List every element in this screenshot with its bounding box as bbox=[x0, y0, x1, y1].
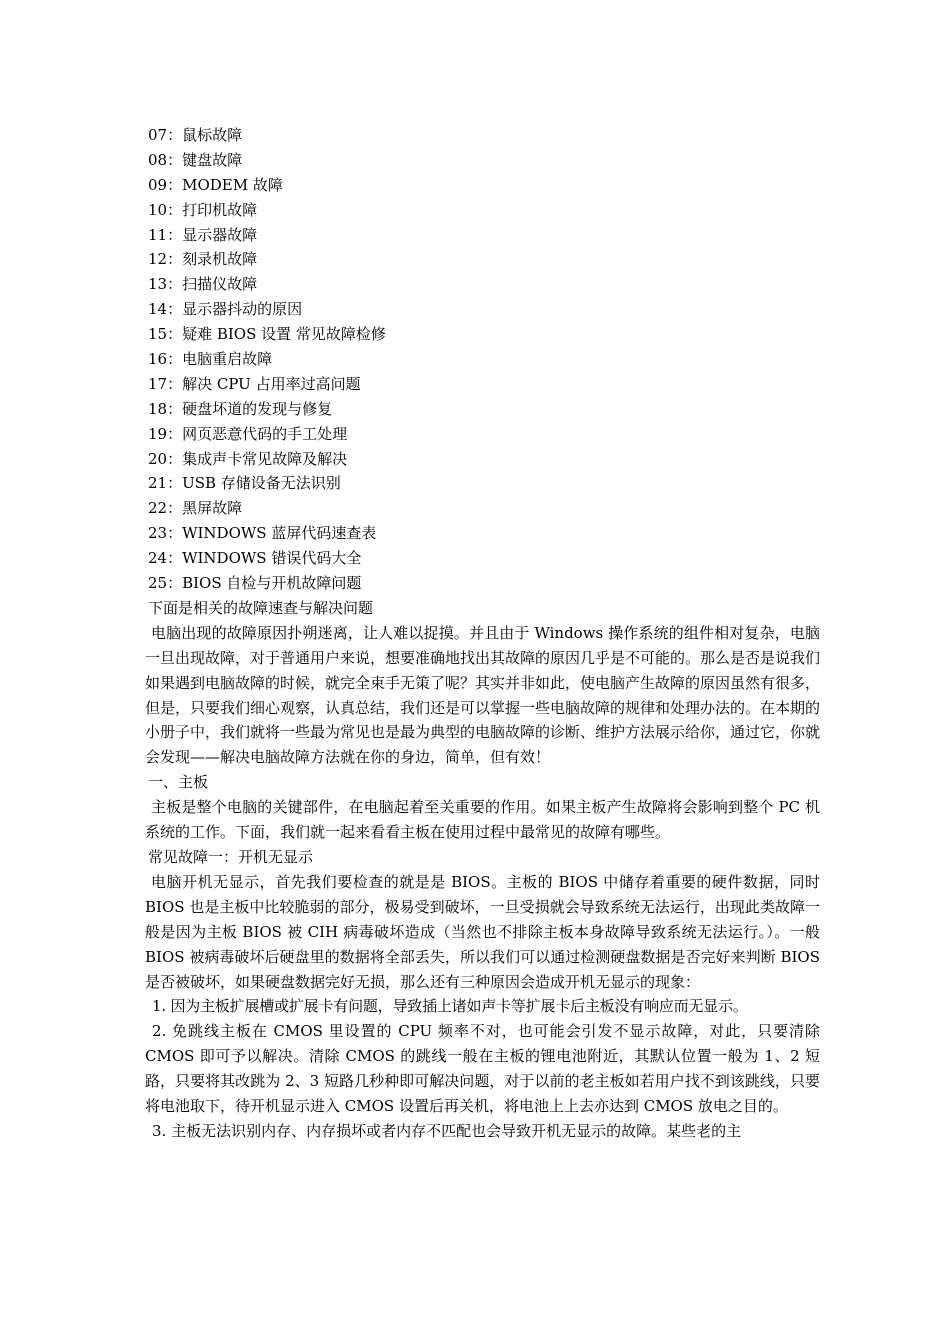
toc-item: 16：电脑重启故障 bbox=[148, 350, 273, 369]
section-paragraph-motherboard: 主板是整个电脑的关键部件，在电脑起着至关重要的作用。如果主板产生故障将会影响到整个 PC 机系统的工作。下面，我们就一起来看看主板在使用过程中最常见的故障有哪些。 bbox=[145, 798, 820, 842]
causes-list bbox=[145, 994, 820, 1143]
section-heading-motherboard: 一、主板 bbox=[148, 773, 209, 792]
intro-heading: 下面是相关的故障速查与解决问题 bbox=[148, 598, 374, 617]
toc-item: 25：BIOS 自检与开机故障问题 bbox=[148, 574, 362, 593]
toc-item: 08：键盘故障 bbox=[148, 150, 243, 169]
toc-item: 12：刻录机故障 bbox=[148, 250, 258, 269]
toc-item: 09：MODEM 故障 bbox=[148, 175, 283, 194]
toc-item: 11：显示器故障 bbox=[148, 225, 258, 244]
toc-item: 21：USB 存储设备无法识别 bbox=[148, 474, 341, 493]
document-page bbox=[145, 123, 820, 1144]
toc-item: 19：网页恶意代码的手工处理 bbox=[148, 424, 348, 443]
toc-item: 15：疑难 BIOS 设置 常见故障检修 bbox=[148, 325, 386, 344]
cause-item: 3. 主板无法识别内存、内存损坏或者内存不匹配也会导致开机无显示的故障。某些老的主 bbox=[152, 1121, 742, 1140]
toc-item: 24：WINDOWS 错误代码大全 bbox=[148, 549, 362, 568]
toc-item: 23：WINDOWS 蓝屏代码速查表 bbox=[148, 524, 377, 543]
toc-item: 20：集成声卡常见故障及解决 bbox=[148, 449, 348, 468]
toc-item: 22：黑屏故障 bbox=[148, 499, 243, 518]
cause-item: 2. 免跳线主板在 CMOS 里设置的 CPU 频率不对，也可能会引发不显示故障，对此，只要清除 CMOS 即可予以解决。清除 CMOS 的跳线一般在主板的锂电池附近，其默认位置一般为 1、2 短路，只要将其改跳为 2、3 短路几秒种即可解决问题，对于以前的老主板如若用户找不到该跳线，只要将电池取下，待开机显示进入 CMOS 设置后再关机，将电池上上去亦达到 CMOS 放电之目的。 bbox=[145, 1022, 820, 1116]
toc-item: 07：鼠标故障 bbox=[148, 126, 243, 144]
intro-paragraph: 电脑出现的故障原因扑朔迷离，让人难以捉摸。并且由于 Windows 操作系统的组件相对复杂，电脑一旦出现故障，对于普通用户来说，想要准确地找出其故障的原因几乎是不可能的。那么是否是说我们如果遇到电脑故障的时候，就完全束手无策了呢？其实并非如此，使电脑产生故障的原因虽然有很多，但是，只要我们细心观察，认真总结，我们还是可以掌握一些电脑故障的规律和处理办法的。在本期的小册子中，我们就将一些最为常见也是最为典型的电脑故障的诊断、维护方法展示给你，通过它，你就会发现——解决电脑故障方法就在你的身边，简单，但有效！ bbox=[145, 623, 821, 767]
cause-item: 1. 因为主板扩展槽或扩展卡有问题，导致插上诸如声卡等扩展卡后主板没有响应而无显示。 bbox=[152, 997, 748, 1016]
toc-item: 17：解决 CPU 占用率过高问题 bbox=[148, 374, 361, 393]
toc-item: 13：扫描仪故障 bbox=[148, 275, 258, 294]
toc-list bbox=[145, 123, 820, 596]
fault-heading-no-display: 常见故障一：开机无显示 bbox=[148, 847, 314, 866]
toc-item: 10：打印机故障 bbox=[148, 200, 258, 219]
fault-paragraph-no-display: 电脑开机无显示，首先我们要检查的就是是 BIOS。主板的 BIOS 中储存着重要的硬件数据，同时 BIOS 也是主板中比较脆弱的部分，极易受到破坏，一旦受损就会导致系统无法运行，出现此类故障一般是因为主板 BIOS 被 CIH 病毒破坏造成（当然也不排除主板本身故障导致系统无法运行。）。一般 BIOS 被病毒破坏后硬盘里的数据将全部丢失，所以我们可以通过检测硬盘数据是否完好来判断 BIOS 是否被破坏，如果硬盘数据完好无损，那么还有三种原因会造成开机无显示的现象： bbox=[145, 872, 820, 991]
toc-item: 14：显示器抖动的原因 bbox=[148, 300, 303, 319]
toc-item: 18：硬盘坏道的发现与修复 bbox=[148, 399, 333, 418]
